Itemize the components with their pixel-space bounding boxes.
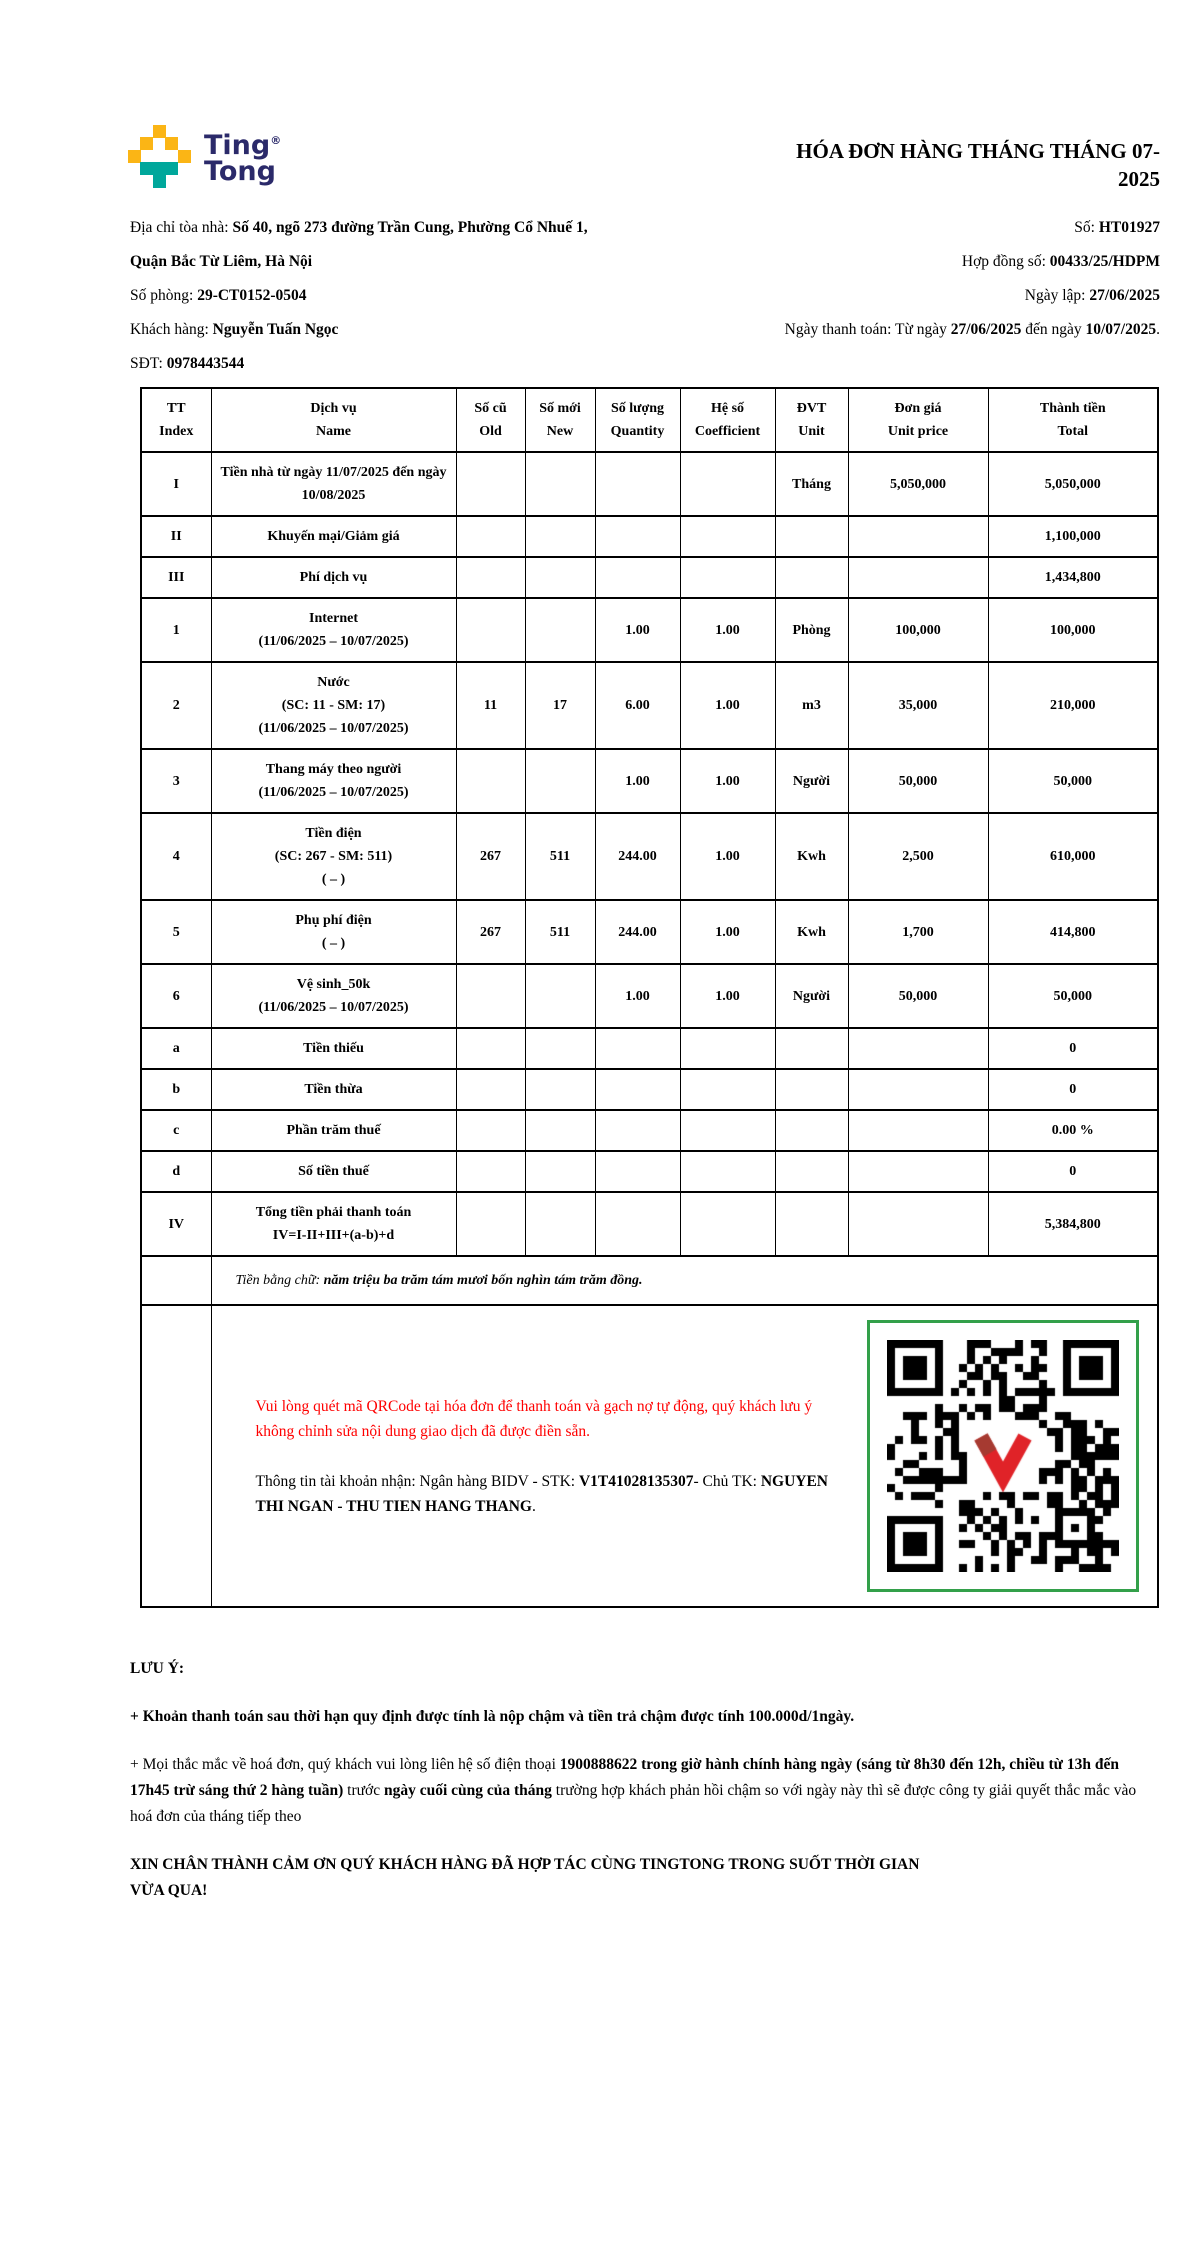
service-name-line: Tiền nhà từ ngày 11/07/2025 đến ngày 10/08/2025 — [220, 465, 447, 503]
table-row — [141, 1069, 1158, 1110]
cell-name — [211, 662, 456, 749]
cell-old: 267 — [456, 813, 525, 900]
cell-coef — [680, 1151, 775, 1192]
header-line: Total — [1057, 424, 1089, 439]
text-segment: - Chủ TK: — [693, 1472, 761, 1490]
tingtong-pixel-icon — [128, 125, 190, 187]
cell-total: 5,050,000 — [988, 452, 1158, 516]
wordmark-line1: Ting — [204, 129, 271, 161]
column-header-name — [211, 388, 456, 452]
tingtong-logo — [128, 125, 281, 187]
table-row — [141, 900, 1158, 964]
cell-unit — [775, 1110, 848, 1151]
service-name-line: Phí dịch vụ — [299, 570, 368, 585]
cell-unit — [775, 1192, 848, 1256]
text-segment: 27/06/2025 — [1089, 287, 1160, 304]
cell-old — [456, 1192, 525, 1256]
text-segment: Thông tin tài khoản nhận: Ngân hàng BIDV - STK: — [255, 1472, 579, 1490]
cell-coef — [680, 1028, 775, 1069]
header-line: Số mới — [539, 401, 581, 416]
invoice-info — [130, 211, 1160, 381]
header-line: ĐVT — [796, 401, 827, 416]
cell-old — [456, 749, 525, 813]
cell-qty: 1.00 — [595, 598, 680, 662]
invoice-title-line1: HÓA ĐƠN HÀNG THÁNG THÁNG 07- — [796, 139, 1160, 163]
table-row — [141, 1151, 1158, 1192]
service-name-line: Tiền điện — [305, 826, 362, 841]
wordmark-line2: Tong — [204, 155, 276, 187]
cell-qty — [595, 452, 680, 516]
table-row — [141, 964, 1158, 1028]
cell-qty — [595, 1151, 680, 1192]
column-header-qty — [595, 388, 680, 452]
cell-coef — [680, 516, 775, 557]
text-segment: 00433/25/HDPM — [1049, 253, 1160, 270]
qr-row — [141, 1305, 1158, 1607]
header-line: Quantity — [610, 424, 665, 439]
column-header-tt — [141, 388, 211, 452]
cell-price: 50,000 — [848, 964, 988, 1028]
cell-tt: 4 — [141, 813, 211, 900]
table-row — [141, 1192, 1158, 1256]
service-name-line: Khuyến mại/Giảm giá — [267, 529, 400, 544]
cell-new — [525, 598, 595, 662]
cell-unit — [775, 557, 848, 598]
cell-qty — [595, 557, 680, 598]
text-segment: . — [531, 1497, 536, 1515]
text-segment: 10/07/2025 — [1085, 321, 1157, 338]
logo-pixel — [165, 137, 178, 150]
cell-unit: Kwh — [775, 900, 848, 964]
text-segment: Ngày thanh toán: Từ ngày — [784, 321, 951, 338]
note-late-payment — [130, 1704, 1160, 1730]
cell-price: 5,050,000 — [848, 452, 988, 516]
cell-price: 50,000 — [848, 749, 988, 813]
cell-total: 610,000 — [988, 813, 1158, 900]
logo-pixel — [128, 150, 141, 163]
column-header-coef — [680, 388, 775, 452]
column-header-unit — [775, 388, 848, 452]
logo-pixel — [153, 125, 166, 138]
info-line — [592, 313, 1160, 347]
qr-instructions — [212, 1394, 868, 1519]
header-line: Đơn giá — [894, 401, 942, 416]
cell-price: 2,500 — [848, 813, 988, 900]
cell-name — [211, 749, 456, 813]
cell-tt: IV — [141, 1192, 211, 1256]
empty-cell — [141, 1256, 211, 1305]
header-line: Unit price — [887, 424, 949, 439]
cell-tt: 5 — [141, 900, 211, 964]
logo-pixel — [178, 150, 191, 163]
cell-new — [525, 1069, 595, 1110]
cell-name — [211, 900, 456, 964]
cell-coef: 1.00 — [680, 964, 775, 1028]
header-line: TT — [166, 401, 186, 416]
cell-total: 1,434,800 — [988, 557, 1158, 598]
cell-old — [456, 516, 525, 557]
header-line: Dịch vụ — [310, 401, 357, 416]
cell-tt: I — [141, 452, 211, 516]
cell-name — [211, 964, 456, 1028]
cell-new — [525, 1028, 595, 1069]
cell-name — [211, 1028, 456, 1069]
cell-new — [525, 964, 595, 1028]
table-row — [141, 749, 1158, 813]
cell-new — [525, 1192, 595, 1256]
service-name-line: (11/06/2025 – 10/07/2025) — [258, 634, 409, 649]
cell-price — [848, 1151, 988, 1192]
cell-price — [848, 1110, 988, 1151]
cell-unit — [775, 1151, 848, 1192]
invoice-title — [796, 137, 1160, 193]
info-line — [592, 211, 1160, 245]
text-segment: 0978443544 — [166, 355, 245, 372]
table-row — [141, 1028, 1158, 1069]
cell-old: 267 — [456, 900, 525, 964]
cell-tt: a — [141, 1028, 211, 1069]
cell-total: 0 — [988, 1028, 1158, 1069]
service-name-line: Internet — [309, 611, 358, 626]
cell-name — [211, 598, 456, 662]
cell-unit: m3 — [775, 662, 848, 749]
text-segment: Số: — [1074, 219, 1099, 236]
cell-total: 1,100,000 — [988, 516, 1158, 557]
payment-qr-code — [887, 1340, 1119, 1572]
column-header-price — [848, 388, 988, 452]
logo-pixel — [140, 162, 153, 175]
cell-name — [211, 1151, 456, 1192]
cell-total: 50,000 — [988, 964, 1158, 1028]
text-segment: trước — [343, 1782, 384, 1799]
service-name-line: Số tiền thuế — [298, 1164, 369, 1179]
cell-total: 0 — [988, 1069, 1158, 1110]
cell-unit: Người — [775, 964, 848, 1028]
cell-qty — [595, 1192, 680, 1256]
service-name-line: Tiền thiếu — [303, 1041, 364, 1056]
service-name-line: ( – ) — [321, 936, 346, 951]
cell-price — [848, 1069, 988, 1110]
logo-pixel — [165, 162, 178, 175]
cell-unit: Kwh — [775, 813, 848, 900]
logo-pixel — [153, 162, 166, 175]
table-row — [141, 1110, 1158, 1151]
cell-qty: 244.00 — [595, 813, 680, 900]
service-name-line: (SC: 267 - SM: 511) — [274, 849, 393, 864]
text-segment: 27/06/2025 — [950, 321, 1022, 338]
cell-unit: Phòng — [775, 598, 848, 662]
cell-old — [456, 1069, 525, 1110]
qr-cell — [211, 1305, 1158, 1607]
column-header-new — [525, 388, 595, 452]
service-name-line: Vệ sinh_50k — [296, 977, 371, 992]
thanks-line2: VỪA QUA! — [130, 1882, 208, 1899]
service-name-line: ( – ) — [321, 872, 346, 887]
cell-unit — [775, 1028, 848, 1069]
notes-heading: LƯU Ý: — [130, 1660, 185, 1677]
cell-old: 11 — [456, 662, 525, 749]
cell-qty — [595, 1110, 680, 1151]
logo-pixel — [153, 175, 166, 188]
cell-new: 17 — [525, 662, 595, 749]
cell-old — [456, 1110, 525, 1151]
amount-in-words-value: năm triệu ba trăm tám mươi bốn nghìn tám trăm đồng. — [323, 1273, 643, 1288]
cell-coef — [680, 1192, 775, 1256]
text-segment: Số 40, ngõ 273 đường Trần Cung, Phường Cổ Nhuế 1, Quận Bắc Từ Liêm, Hà Nội — [130, 219, 588, 270]
cell-coef — [680, 1069, 775, 1110]
service-name-line: Tổng tiền phải thanh toán — [255, 1205, 412, 1220]
logo-pixel — [140, 137, 153, 150]
bank-account-info — [256, 1469, 842, 1519]
cell-total: 50,000 — [988, 749, 1158, 813]
text-segment: 29-CT0152-0504 — [197, 287, 307, 304]
text-segment: HT01927 — [1098, 219, 1160, 236]
header-line: Name — [316, 424, 351, 439]
text-segment: ngày cuối cùng của tháng — [383, 1782, 552, 1799]
header-line: New — [546, 424, 574, 439]
cell-name — [211, 1110, 456, 1151]
text-segment: Địa chỉ tòa nhà: — [130, 219, 233, 236]
header-line: Thành tiền — [1039, 401, 1106, 416]
text-segment: NGUYEN THI NGAN - THU TIEN HANG THANG — [255, 1472, 828, 1515]
info-line — [130, 211, 592, 279]
cell-qty: 1.00 — [595, 749, 680, 813]
invoice-info-left — [130, 211, 592, 381]
text-segment: SĐT: — [130, 355, 167, 372]
cell-total: 414,800 — [988, 900, 1158, 964]
table-row — [141, 662, 1158, 749]
cell-total: 210,000 — [988, 662, 1158, 749]
info-line — [130, 279, 592, 313]
column-header-old — [456, 388, 525, 452]
service-name-line: (11/06/2025 – 10/07/2025) — [258, 785, 409, 800]
cell-tt: 3 — [141, 749, 211, 813]
table-row — [141, 813, 1158, 900]
cell-new: 511 — [525, 900, 595, 964]
cell-new — [525, 516, 595, 557]
cell-new — [525, 749, 595, 813]
text-segment: Hợp đồng số: — [961, 253, 1050, 270]
cell-new — [525, 557, 595, 598]
qr-layout — [212, 1320, 1148, 1592]
service-name-line: IV=I-II+III+(a-b)+d — [272, 1228, 395, 1243]
cell-new — [525, 452, 595, 516]
cell-price: 35,000 — [848, 662, 988, 749]
amount-in-words-cell — [211, 1256, 1158, 1305]
text-segment: + Mọi thắc mắc về hoá đơn, quý khách vui lòng liên hệ số điện thoại — [130, 1756, 560, 1773]
cell-qty: 6.00 — [595, 662, 680, 749]
cell-tt: II — [141, 516, 211, 557]
cell-coef: 1.00 — [680, 900, 775, 964]
cell-new — [525, 1151, 595, 1192]
amount-in-words-label: Tiền bằng chữ: — [235, 1273, 324, 1288]
header-line: Hệ số — [710, 401, 745, 416]
thanks-message — [130, 1852, 1160, 1904]
header — [130, 125, 1160, 193]
invoice-info-right — [592, 211, 1160, 381]
cell-qty: 1.00 — [595, 964, 680, 1028]
cell-coef — [680, 452, 775, 516]
text-segment: đến ngày — [1021, 321, 1086, 338]
cell-coef — [680, 557, 775, 598]
cell-name — [211, 1069, 456, 1110]
cell-tt: III — [141, 557, 211, 598]
table-header-row — [141, 388, 1158, 452]
cell-price — [848, 1192, 988, 1256]
cell-qty — [595, 516, 680, 557]
info-line — [592, 245, 1160, 279]
text-segment: Ngày lập: — [1024, 287, 1090, 304]
cell-old — [456, 964, 525, 1028]
cell-tt: 2 — [141, 662, 211, 749]
header-line: Unit — [798, 424, 825, 439]
cell-name — [211, 813, 456, 900]
registered-mark: ® — [270, 133, 282, 147]
cell-coef: 1.00 — [680, 813, 775, 900]
cell-name — [211, 1192, 456, 1256]
cell-unit: Tháng — [775, 452, 848, 516]
header-line: Index — [159, 424, 194, 439]
cell-coef: 1.00 — [680, 598, 775, 662]
table-row — [141, 516, 1158, 557]
service-name-line: Phần trăm thuế — [286, 1123, 381, 1138]
footer-notes — [130, 1656, 1160, 1904]
cell-qty: 244.00 — [595, 900, 680, 964]
cell-total: 100,000 — [988, 598, 1158, 662]
info-line — [130, 347, 592, 381]
amount-in-words-row — [141, 1256, 1158, 1305]
cell-name — [211, 516, 456, 557]
cell-coef: 1.00 — [680, 749, 775, 813]
cell-price — [848, 557, 988, 598]
table-row — [141, 557, 1158, 598]
text-segment: Khách hàng: — [130, 321, 213, 338]
header-line: Old — [479, 424, 502, 439]
invoice-title-line2: 2025 — [1118, 167, 1160, 191]
cell-old — [456, 1028, 525, 1069]
cell-new: 511 — [525, 813, 595, 900]
cell-total: 0.00 % — [988, 1110, 1158, 1151]
cell-tt: c — [141, 1110, 211, 1151]
text-segment: V1T41028135307 — [578, 1472, 694, 1490]
thanks-line1: XIN CHÂN THÀNH CẢM ƠN QUÝ KHÁCH HÀNG ĐÃ HỢP TÁC CÙNG TINGTONG TRONG SUỐT THỜI GIAN — [130, 1856, 920, 1873]
text-segment: Nguyễn Tuấn Ngọc — [212, 321, 339, 338]
cell-qty — [595, 1028, 680, 1069]
cell-total: 0 — [988, 1151, 1158, 1192]
cell-coef — [680, 1110, 775, 1151]
cell-tt: 1 — [141, 598, 211, 662]
cell-price — [848, 516, 988, 557]
text-segment: . — [1156, 321, 1160, 338]
note-hotline — [130, 1752, 1160, 1830]
service-name-line: Phụ phí điện — [295, 913, 372, 928]
qr-code-frame — [867, 1320, 1139, 1592]
cell-tt: b — [141, 1069, 211, 1110]
tingtong-wordmark — [204, 128, 281, 185]
service-name-line: (11/06/2025 – 10/07/2025) — [258, 721, 409, 736]
cell-old — [456, 452, 525, 516]
cell-unit — [775, 516, 848, 557]
cell-tt: d — [141, 1151, 211, 1192]
text-segment: Số phòng: — [130, 287, 198, 304]
text-segment: + Khoản thanh toán sau thời hạn quy định được tính là nộp chậm và tiền trả chậm được tính 100.000d/1ngày. — [130, 1708, 855, 1725]
info-line — [130, 313, 592, 347]
table-row — [141, 598, 1158, 662]
cell-old — [456, 598, 525, 662]
cell-old — [456, 1151, 525, 1192]
text-segment: 1900888622 trong giờ hành chính hàng ngày (sáng từ 8h30 đến 12h, chiều từ 13h đến 17h45 trừ sáng thứ 2 hàng tuần) — [130, 1756, 1119, 1799]
text-segment: trường hợp khách phản hồi chậm so với ngày này thì sẽ được công ty giải quyết thắc mắc vào hoá đơn của tháng tiếp theo — [130, 1782, 1137, 1825]
empty-cell — [141, 1305, 211, 1607]
cell-new — [525, 1110, 595, 1151]
cell-unit — [775, 1069, 848, 1110]
service-name-line: Thang máy theo người — [265, 762, 402, 777]
service-name-line: Tiền thừa — [304, 1082, 363, 1097]
info-line — [592, 279, 1160, 313]
cell-total: 5,384,800 — [988, 1192, 1158, 1256]
cell-coef: 1.00 — [680, 662, 775, 749]
cell-name — [211, 452, 456, 516]
cell-unit: Người — [775, 749, 848, 813]
cell-price: 100,000 — [848, 598, 988, 662]
cell-old — [456, 557, 525, 598]
cell-price: 1,700 — [848, 900, 988, 964]
cell-qty — [595, 1069, 680, 1110]
service-name-line: Nước — [317, 675, 350, 690]
column-header-total — [988, 388, 1158, 452]
cell-tt: 6 — [141, 964, 211, 1028]
qr-warning-text: Vui lòng quét mã QRCode tại hóa đơn để thanh toán và gạch nợ tự động, quý khách lưu ý không chỉnh sửa nội dung giao dịch đã được điền sẵn. — [255, 1397, 813, 1440]
cell-name — [211, 557, 456, 598]
services-table — [140, 387, 1159, 1608]
header-line: Coefficient — [694, 424, 761, 439]
service-name-line: (11/06/2025 – 10/07/2025) — [258, 1000, 409, 1015]
cell-price — [848, 1028, 988, 1069]
service-name-line: (SC: 11 - SM: 17) — [281, 698, 386, 713]
table-row — [141, 452, 1158, 516]
header-line: Số cũ — [474, 401, 507, 416]
header-line: Số lượng — [610, 401, 665, 416]
